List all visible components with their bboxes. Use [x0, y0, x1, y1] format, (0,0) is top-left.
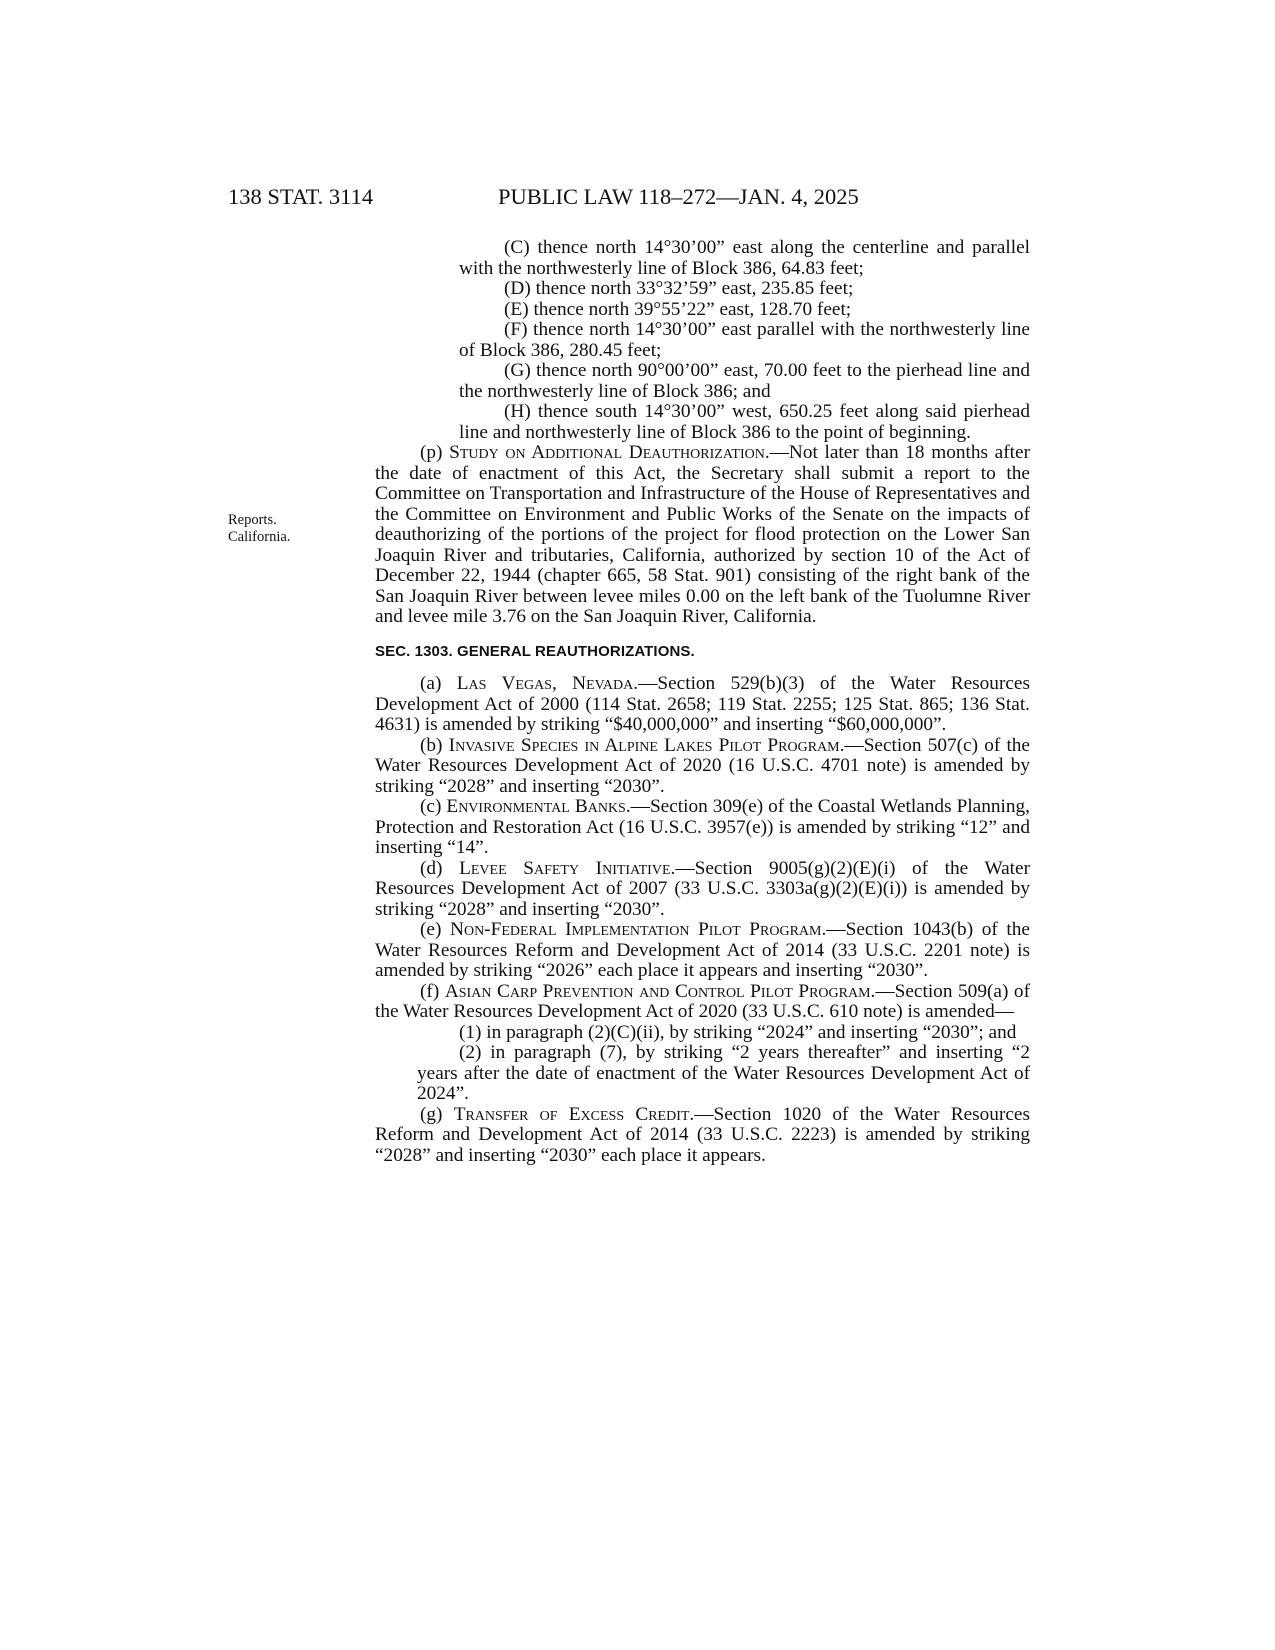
subsection-b — [375, 736, 1030, 798]
subsection-heading: Las Vegas, Nevada — [456, 673, 634, 694]
subsection-heading: Environmental Banks — [446, 796, 626, 817]
section-heading: SEC. 1303. GENERAL REAUTHORIZATIONS. — [375, 642, 695, 660]
subsection-text: .—Section 9005(g)(2)(E)(i) of the Water Resources Development Act of 2007 (33 U.S.C. 3303a(g)(2)(E)(i)) is amended by striking “2028” and inserting “2030”. — [375, 857, 1031, 920]
subsection-label: (p) — [420, 442, 450, 463]
boundary-item-g: (G) thence north 90°00’00” east, 70.00 feet to the pierhead line and the northwesterly line of Block 386; and — [459, 360, 1030, 402]
subsection-label: (e) — [420, 919, 451, 940]
document-body — [375, 238, 1030, 1166]
law-title: PUBLIC LAW 118–272—JAN. 4, 2025 — [498, 184, 859, 209]
paragraph-f-2: (2) in paragraph (7), by striking “2 years thereafter” and inserting “2 years after the date of enactment of the Water Resources Development Act of 2024”. — [417, 1042, 1030, 1104]
subsection-label: (g) — [420, 1103, 454, 1125]
margin-note-reports: Reports. — [228, 512, 277, 528]
subsection-heading: Invasive Species in Alpine Lakes Pilot Program — [448, 734, 840, 756]
subsection-text: .—Section 529(b)(3) of the Water Resources Development Act of 2000 (114 Stat. 2658; 119 Stat. 2255; 125 Stat. 865; 136 Stat. 4631) is amended by striking “$40,000,000” and inserting “$60,000,000”. — [375, 673, 1030, 735]
boundary-item-h: (H) thence south 14°30’00” west, 650.25 feet along said pierhead line and northwesterly line of Block 386 to the point of beginning. — [459, 401, 1030, 443]
boundary-item-c: (C) thence north 14°30’00” east along the centerline and parallel with the northwesterly line of Block 386, 64.83 feet; — [459, 237, 1030, 279]
subsection-p-study — [375, 443, 1030, 628]
statute-reference: 138 STAT. 3114 — [228, 184, 374, 209]
subsection-heading: Transfer of Excess Credit — [453, 1103, 690, 1125]
subsection-c — [375, 797, 1030, 859]
subsection-d — [375, 859, 1030, 921]
page-header — [0, 184, 1275, 214]
boundary-item-d: (D) thence north 33°32’59” east, 235.85 feet; — [504, 278, 854, 299]
boundary-item-f: (F) thence north 14°30’00” east parallel with the northwesterly line of Block 386, 280.45 feet; — [459, 319, 1030, 361]
paragraph-f-1: (1) in paragraph (2)(C)(ii), by striking “2024” and inserting “2030”; and — [459, 1021, 1017, 1043]
margin-notes — [228, 512, 290, 546]
subsection-heading: Study on Additional Deauthorization — [449, 442, 765, 463]
subsection-g — [375, 1105, 1030, 1167]
subsection-a — [375, 674, 1030, 736]
subsection-text: .—Section 1043(b) of the Water Resources Reform and Development Act of 2014 (33 U.S.C. 2201 note) is amended by striking “2026” each place it appears and inserting “2030”. — [375, 919, 1030, 981]
subsection-heading: Levee Safety Initiative — [459, 857, 671, 879]
subsection-f — [375, 982, 1030, 1023]
subsection-e — [375, 920, 1030, 982]
subsection-text: .—Section 1020 of the Water Resources Reform and Development Act of 2014 (33 U.S.C. 2223) is amended by striking “2028” and inserting “2030” each place it appears. — [375, 1103, 1030, 1166]
margin-note-california: California. — [228, 529, 291, 545]
subsection-text: .—Section 309(e) of the Coastal Wetlands Planning, Protection and Restoration Act (16 U.S.C. 3957(e)) is amended by striking “12” and inserting “14”. — [375, 796, 1030, 858]
subsection-label: (b) — [420, 734, 449, 756]
subsection-text: .—Not later than 18 months after the date of enactment of this Act, the Secretary shall submit a report to the Committee on Transportation and Infrastructure of the House of Representatives and the Committee on Environment and Public Works of the Senate on the impacts of deauthorizing of the portions of the project for flood protection on the Lower San Joaquin River and tributaries, California, authorized by section 10 of the Act of December 22, 1944 (chapter 665, 58 Stat. 901) consisting of the right bank of the San Joaquin River between levee miles 0.00 on the left bank of the Tuolumne River and levee mile 3.76 on the San Joaquin River, California. — [375, 442, 1030, 627]
subsection-label: (f) — [420, 980, 445, 1002]
subsection-text: .—Section 507(c) of the Water Resources Development Act of 2020 (16 U.S.C. 4701 note) is amended by striking “2028” and inserting “2030”. — [375, 734, 1030, 797]
boundary-item-e: (E) thence north 39°55’22” east, 128.70 feet; — [504, 298, 852, 320]
subsection-heading: Asian Carp Prevention and Control Pilot Program — [444, 980, 871, 1002]
subsection-label: (c) — [420, 796, 447, 817]
subsection-heading: Non-Federal Implementation Pilot Program — [450, 919, 822, 940]
subsection-text: .—Section 509(a) of the Water Resources Development Act of 2020 (33 U.S.C. 610 note) is amended— — [375, 980, 1030, 1022]
subsection-label: (d) — [420, 857, 460, 879]
subsection-label: (a) — [420, 673, 457, 694]
